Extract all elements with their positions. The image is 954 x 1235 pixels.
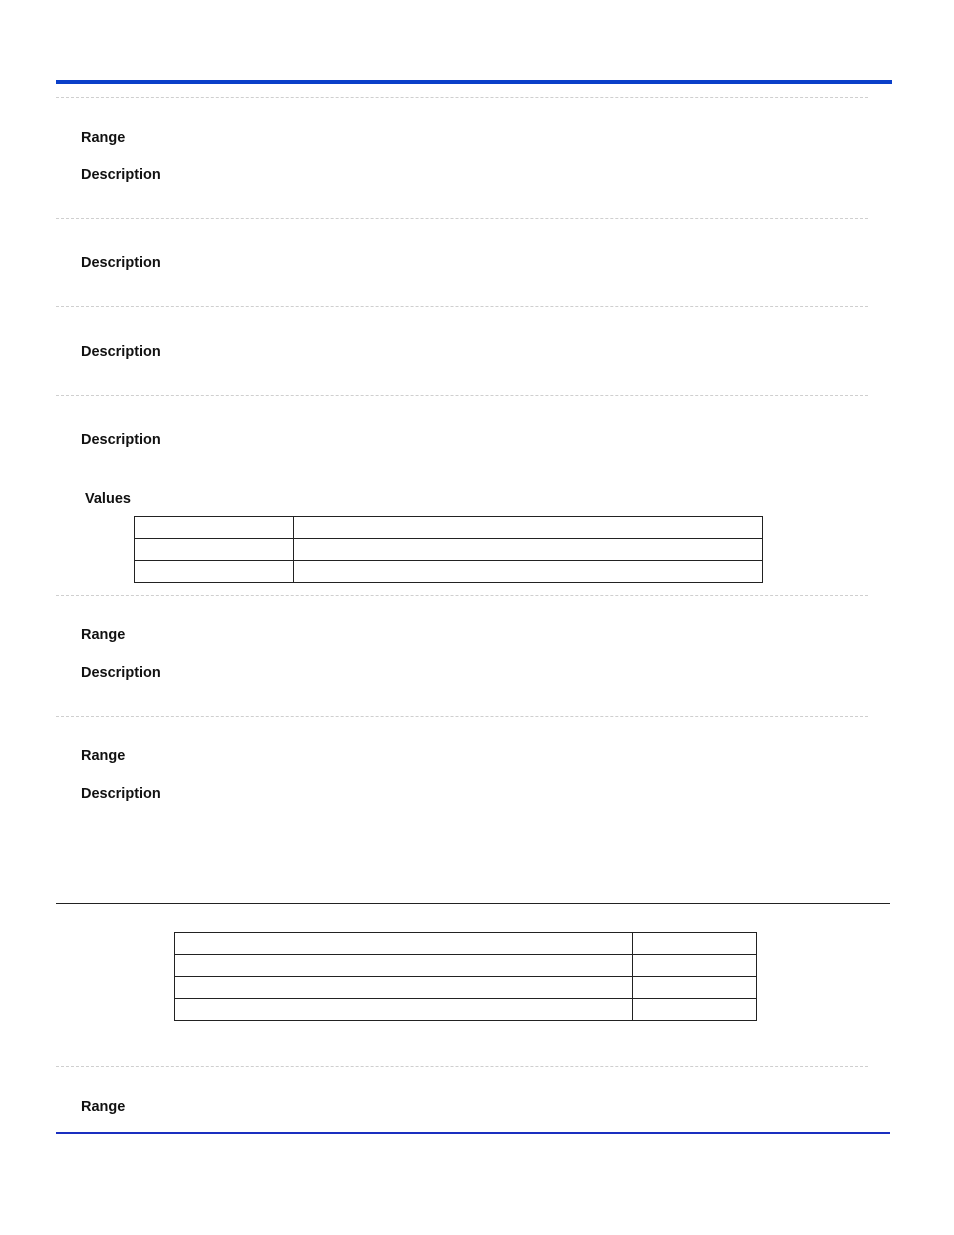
description-label: Description <box>81 255 161 271</box>
table-cell <box>135 561 294 583</box>
table-cell <box>135 539 294 561</box>
table-cell <box>633 977 757 999</box>
table-cell <box>175 999 633 1021</box>
range-label: Range <box>81 130 126 146</box>
table-row <box>135 561 763 583</box>
table-cell <box>633 955 757 977</box>
table-cell <box>175 955 633 977</box>
description-label: Description <box>81 344 161 360</box>
values-label: Values <box>85 491 131 507</box>
range-label: Range <box>81 1099 126 1115</box>
table-row <box>175 977 757 999</box>
range-label: Range <box>81 627 126 643</box>
table-cell <box>135 517 294 539</box>
section-divider <box>56 395 868 396</box>
values-table <box>134 516 763 583</box>
table-row <box>135 517 763 539</box>
info-table <box>174 932 757 1021</box>
table-cell <box>175 933 633 955</box>
header-rule <box>56 80 892 84</box>
table-cell <box>175 977 633 999</box>
section-divider <box>56 306 868 307</box>
section-rule <box>56 903 890 904</box>
description-label: Description <box>81 665 161 681</box>
table-row <box>175 999 757 1021</box>
table-row <box>175 933 757 955</box>
table-row <box>175 955 757 977</box>
section-divider <box>56 218 868 219</box>
section-divider <box>56 716 868 717</box>
table-cell <box>294 539 763 561</box>
table-cell <box>633 933 757 955</box>
description-label: Description <box>81 432 161 448</box>
section-divider <box>56 1066 868 1067</box>
range-label: Range <box>81 748 126 764</box>
description-label: Description <box>81 167 161 183</box>
table-cell <box>294 517 763 539</box>
footer-rule <box>56 1132 890 1134</box>
section-divider <box>56 97 868 98</box>
table-cell <box>294 561 763 583</box>
description-label: Description <box>81 786 161 802</box>
section-divider <box>56 595 868 596</box>
table-cell <box>633 999 757 1021</box>
table-row <box>135 539 763 561</box>
